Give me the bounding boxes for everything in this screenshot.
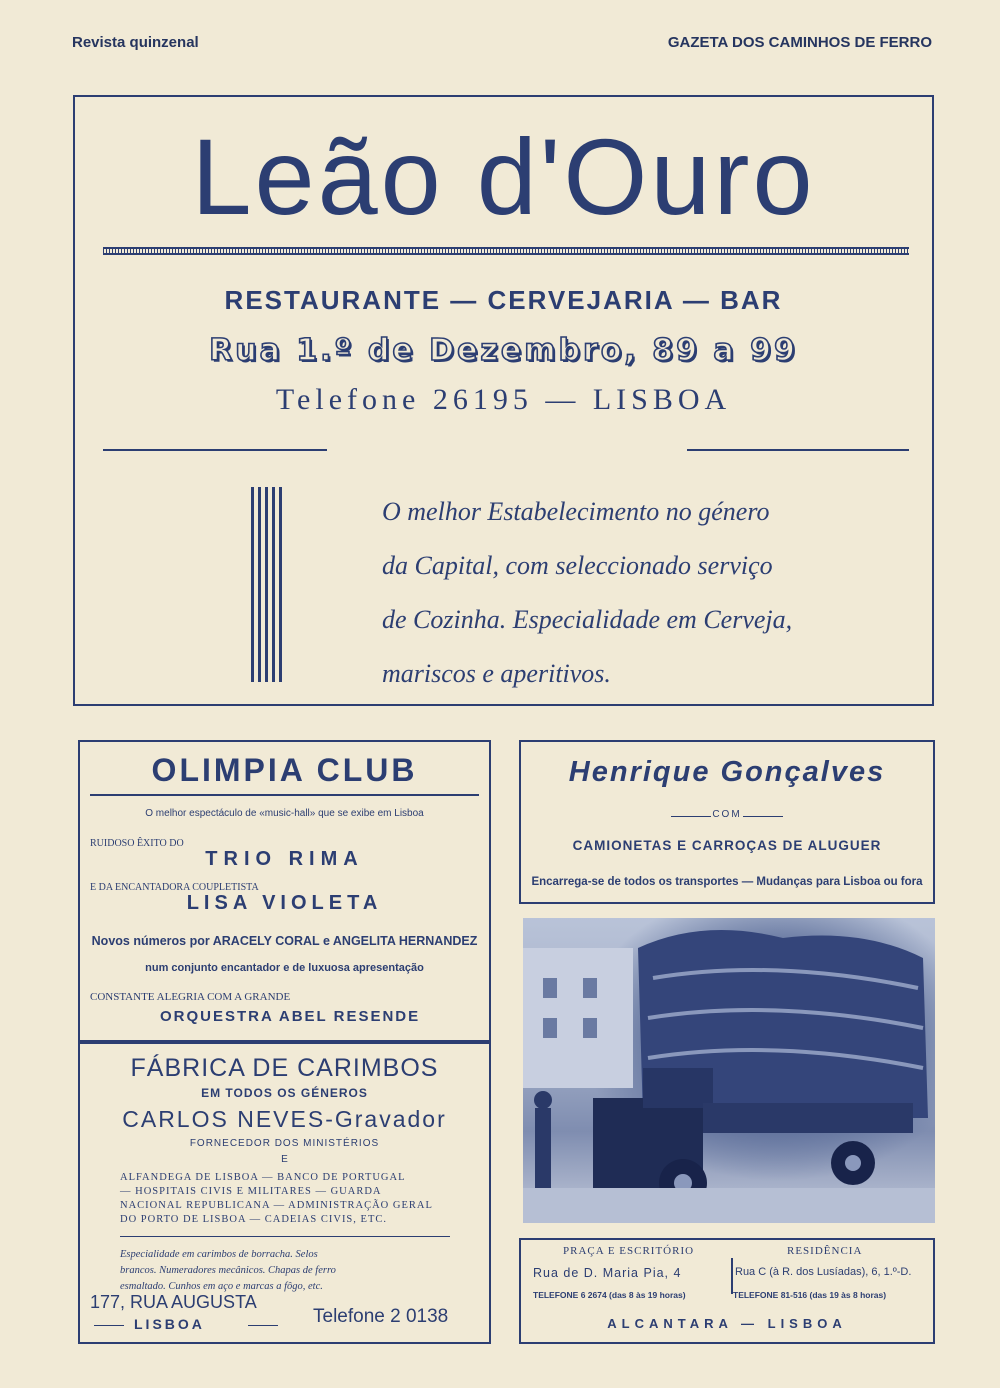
divider-right bbox=[687, 449, 909, 451]
leao-description bbox=[382, 485, 922, 701]
desc-line: de Cozinha. Especialidade em Cerveja, bbox=[382, 605, 793, 634]
leao-subtitle: RESTAURANTE — CERVEJARIA — BAR bbox=[224, 285, 783, 315]
olimpia-constante: CONSTANTE ALEGRIA COM A GRANDE bbox=[90, 991, 291, 1003]
leao-address: Rua 1.º de Dezembro, 89 a 99 bbox=[209, 333, 798, 368]
fabrica-name: CARLOS NEVES-Gravador bbox=[122, 1106, 447, 1132]
truck-illustration bbox=[523, 918, 935, 1223]
fabrica-clients bbox=[120, 1171, 460, 1227]
henrique-encarrega: Encarrega-se de todos os transportes — Mudanças para Lisboa ou fora bbox=[531, 876, 923, 888]
fabrica-fornecedor: FORNECEDOR DOS MINISTÉRIOS bbox=[189, 1138, 380, 1149]
lisa-violeta: LISA VIOLETA bbox=[186, 892, 383, 914]
henrique-title: Henrique Gonçalves bbox=[568, 756, 886, 788]
city-rule-right bbox=[248, 1325, 278, 1326]
trio-rima: TRIO RIMA bbox=[205, 848, 364, 870]
title-rule bbox=[103, 247, 909, 255]
residencia-telephone: TELEFONE 81-516 (das 19 às 8 horas) bbox=[733, 1290, 887, 1300]
leao-title: Leão d'Ouro bbox=[191, 116, 816, 237]
spec-line: brancos. Numeradores mecânicos. Chapas de ferro bbox=[120, 1265, 336, 1276]
henrique-ad bbox=[519, 740, 935, 904]
decorative-bars bbox=[251, 487, 283, 682]
desc-line: O melhor Estabelecimento no género bbox=[382, 497, 770, 526]
olimpia-tagline: O melhor espectáculo de «music-hall» que se exibe em Lisboa bbox=[145, 808, 424, 819]
fabrica-ad bbox=[78, 1042, 491, 1344]
header-left: Revista quinzenal bbox=[72, 34, 199, 51]
desc-line: da Capital, com seleccionado serviço bbox=[382, 551, 773, 580]
henrique-camionetas: CAMIONETAS E CARROÇAS DE ALUGUER bbox=[572, 838, 882, 853]
header-right: GAZETA DOS CAMINHOS DE FERRO bbox=[667, 34, 932, 51]
henrique-address-box bbox=[519, 1238, 935, 1344]
fabrica-e: E bbox=[281, 1154, 288, 1165]
praca-address: Rua de D. Maria Pia, 4 bbox=[533, 1266, 682, 1280]
olimpia-rule bbox=[90, 794, 479, 796]
desc-line: mariscos e aperitivos. bbox=[382, 659, 611, 688]
com-rule-right bbox=[743, 816, 783, 817]
olimpia-orquestra: ORQUESTRA ABEL RESENDE bbox=[160, 1008, 421, 1025]
client-line: — HOSPITAIS CIVIS E MILITARES — GUARDA bbox=[120, 1186, 382, 1197]
fabrica-generos: EM TODOS OS GÉNEROS bbox=[201, 1086, 368, 1100]
praca-telephone: TELEFONE 6 2674 (das 8 às 19 horas) bbox=[533, 1290, 686, 1300]
olimpia-line2: E DA ENCANTADORA COUPLETISTA bbox=[90, 882, 259, 893]
fabrica-phone: Telefone 2 0138 bbox=[313, 1306, 449, 1327]
fabrica-city: LISBOA bbox=[134, 1316, 205, 1332]
olimpia-ad bbox=[78, 740, 491, 1042]
residencia-address: Rua C (à R. dos Lusíadas), 6, 1.º-D. bbox=[735, 1266, 912, 1278]
leao-ad bbox=[73, 95, 934, 706]
praca-label: PRAÇA E ESCRITÓRIO bbox=[563, 1245, 695, 1257]
spec-line: esmaltado. Cunhos em aço e marcas a fôgo, etc. bbox=[120, 1281, 323, 1292]
olimpia-conjunto: num conjunto encantador e de luxuosa apresentação bbox=[145, 962, 424, 974]
residencia-label: RESIDÊNCIA bbox=[787, 1245, 863, 1257]
divider-left bbox=[103, 449, 327, 451]
olimpia-title: OLIMPIA CLUB bbox=[151, 752, 418, 788]
client-line: DO PORTO DE LISBOA — CADEIAS CIVIS, ETC. bbox=[120, 1214, 387, 1225]
fabrica-rule bbox=[120, 1236, 450, 1237]
truck-photo bbox=[523, 918, 935, 1223]
henrique-footer: ALCANTARA — LISBOA bbox=[607, 1316, 847, 1331]
olimpia-numeros: Novos números por ARACELY CORAL e ANGELITA HERNANDEZ bbox=[91, 934, 478, 948]
henrique-com: COM bbox=[712, 809, 742, 820]
fabrica-spec bbox=[120, 1247, 460, 1295]
city-rule-left bbox=[94, 1325, 124, 1326]
olimpia-line1: RUIDOSO ÊXITO DO bbox=[90, 838, 184, 849]
fabrica-address: 177, RUA AUGUSTA bbox=[90, 1292, 257, 1312]
client-line: NACIONAL REPUBLICANA — ADMINISTRAÇÃO GERAL bbox=[120, 1200, 433, 1211]
leao-phone: Telefone 26195 — LISBOA bbox=[275, 383, 732, 416]
fabrica-title: FÁBRICA DE CARIMBOS bbox=[130, 1054, 439, 1082]
spec-line: Especialidade em carimbos de borracha. Selos bbox=[120, 1249, 318, 1260]
client-line: ALFANDEGA DE LISBOA — BANCO DE PORTUGAL bbox=[120, 1172, 406, 1183]
address-separator bbox=[731, 1258, 733, 1294]
